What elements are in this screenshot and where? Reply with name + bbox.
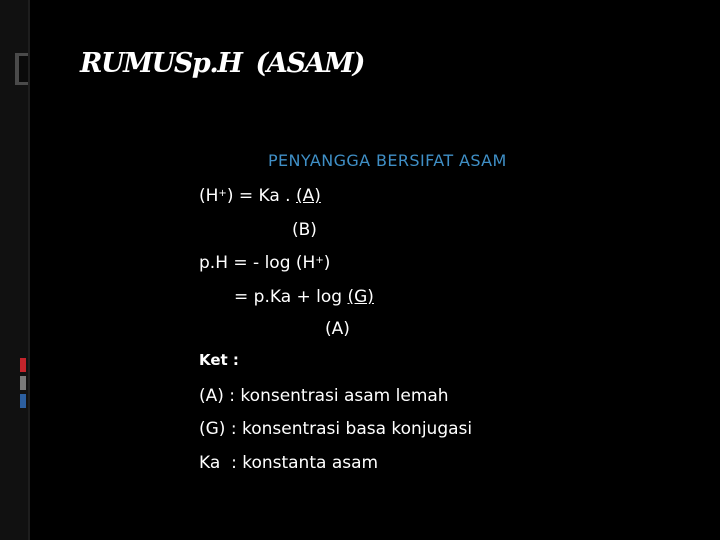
formula-denominator-a: (A) xyxy=(325,319,350,339)
ket-heading: Ket : xyxy=(199,351,239,369)
accent-bar-red xyxy=(20,358,26,372)
definition-g: (G) : konsentrasi basa konjugasi xyxy=(199,419,473,439)
formula-denominator-b: (B) xyxy=(292,220,317,240)
title-marker xyxy=(15,53,28,85)
formula-numerator-g: (G) xyxy=(347,287,374,307)
accent-bar-blue xyxy=(20,394,26,408)
formula-pka: = p.Ka + log (G) xyxy=(234,287,374,307)
definition-ka: Ka : konstanta asam xyxy=(199,453,379,473)
formula-h-plus: (H+) = Ka . (A) xyxy=(199,186,321,206)
slide-title: RUMUSp.H (ASAM) xyxy=(80,48,364,79)
definition-a: (A) : konsentrasi asam lemah xyxy=(199,386,449,406)
accent-bar-gray xyxy=(20,376,26,390)
subtitle: PENYANGGA BERSIFAT ASAM xyxy=(268,151,507,170)
formula-numerator-a: (A) xyxy=(295,186,321,206)
formula-ph: p.H = - log (H+) xyxy=(199,253,331,273)
strip-divider xyxy=(28,0,30,540)
